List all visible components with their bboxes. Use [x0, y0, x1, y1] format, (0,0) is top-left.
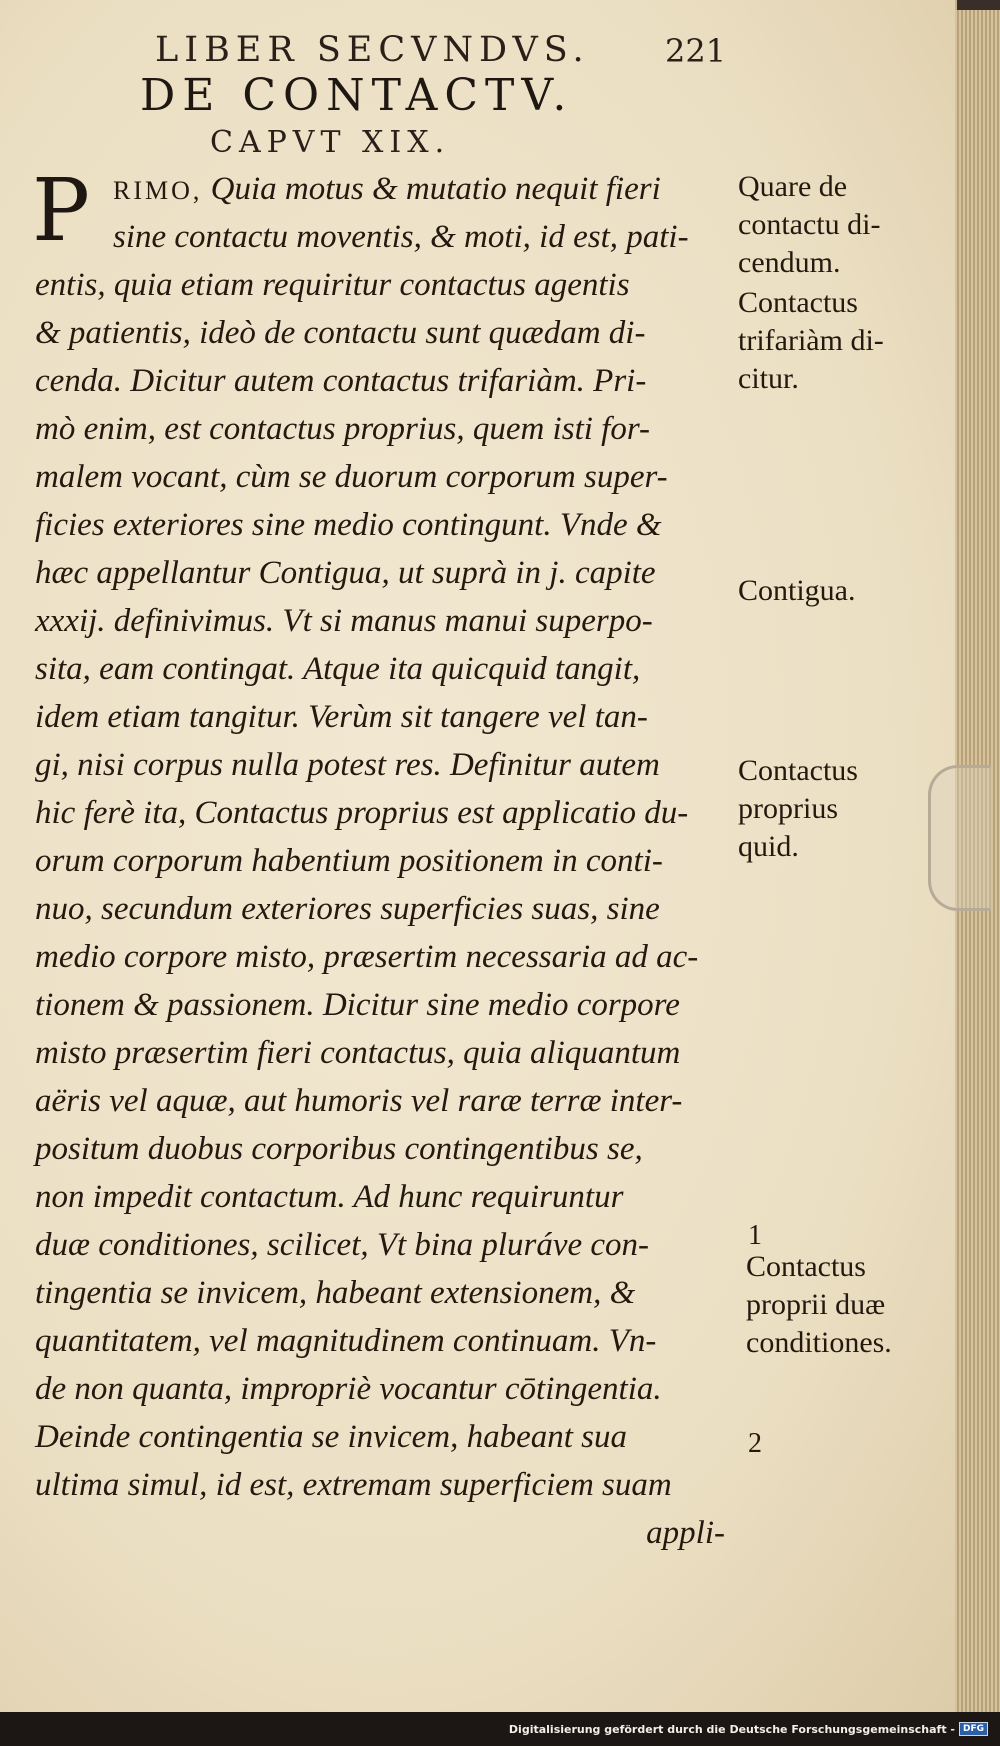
margin-note-contigua: Contigua. — [738, 574, 856, 607]
text-line: nuo, secundum exteriores superficies suas, sine — [35, 891, 660, 927]
text-line: tionem & passionem. Dicitur sine medio corpore — [35, 987, 680, 1023]
text-line: aëris vel aquæ, aut humoris vel raræ terræ inter- — [35, 1083, 683, 1119]
text-line: non impedit contactum. Ad hunc requiruntur — [35, 1179, 624, 1215]
catchword: appli- — [646, 1515, 725, 1551]
text-line: mò enim, est contactus proprius, quem isti for- — [35, 411, 650, 447]
text-line: tingentia se invicem, habeant extensionem, & — [35, 1275, 636, 1311]
margin-note-trifariam: Contactus trifariàm di- citur. — [738, 286, 884, 395]
margin-marker-1: 1 — [748, 1220, 762, 1251]
body-text — [35, 165, 725, 1557]
margin-note-quare: Quare de contactu di- cendum. — [738, 170, 881, 279]
text-line: ficies exteriores sine medio contingunt. Vnde & — [35, 507, 662, 543]
text-line: duæ conditiones, scilicet, Vt bina pluráve con- — [35, 1227, 650, 1263]
margin-note-proprius: Contactus proprius quid. — [738, 754, 858, 863]
text-line: entis, quia etiam requiritur contactus agentis — [35, 267, 630, 303]
margin-marker-2: 2 — [748, 1428, 762, 1459]
text-line: misto præsertim fieri contactus, quia aliquantum — [35, 1035, 681, 1071]
text-line: cenda. Dicitur autem contactus trifariàm. Pri- — [35, 363, 647, 399]
margin-note-conditiones: Contactus proprii duæ conditiones. — [746, 1250, 892, 1359]
footer-text: Digitalisierung gefördert durch die Deutsche Forschungsgemeinschaft - — [508, 1722, 955, 1736]
text-line: Deinde contingentia se invicem, habeant sua — [35, 1419, 628, 1455]
dfg-logo-icon: DFG — [959, 1722, 988, 1736]
page-number: 221 — [665, 32, 727, 70]
text-line: sine contactu moventis, & moti, id est, pati- — [113, 219, 689, 255]
text-line: orum corporum habentium positionem in conti- — [35, 843, 663, 879]
text-line: de non quanta, impropriè vocantur cōtingentia. — [35, 1371, 662, 1407]
text-line: xxxij. definivimus. Vt si manus manui superpo- — [35, 603, 653, 639]
chapter-title: DE CONTACTV. — [140, 70, 574, 121]
text-line: sita, eam contingat. Atque ita quicquid tangit, — [35, 651, 641, 687]
text-line: gi, nisi corpus nulla potest res. Definitur autem — [35, 747, 660, 783]
text-line: quantitatem, vel magnitudinem continuam. Vn- — [35, 1323, 657, 1359]
text-line: idem etiam tangitur. Verùm sit tangere vel tan- — [35, 699, 648, 735]
footer-credit — [509, 1722, 988, 1736]
text-line: medio corpore misto, præsertim necessaria ad ac- — [35, 939, 699, 975]
text-line: hæc appellantur Contigua, ut suprà in j. capite — [35, 555, 656, 591]
text-line: RIMO, Quia motus & mutatio nequit fieri — [113, 171, 661, 207]
drop-cap: P — [32, 161, 90, 261]
text-line: & patientis, ideò de contactu sunt quædam di- — [35, 315, 646, 351]
text-line: hic ferè ita, Contactus proprius est applicatio du- — [35, 795, 689, 831]
text-line: malem vocant, cùm se duorum corporum super- — [35, 459, 668, 495]
running-head: LIBER SECVNDVS. — [155, 30, 590, 70]
chapter-subtitle: CAPVT XIX. — [210, 125, 451, 160]
text-line: positum duobus corporibus contingentibus se, — [35, 1131, 643, 1167]
first-word: RIMO, — [113, 176, 203, 205]
text-line: ultima simul, id est, extremam superficiem suam — [35, 1467, 672, 1503]
